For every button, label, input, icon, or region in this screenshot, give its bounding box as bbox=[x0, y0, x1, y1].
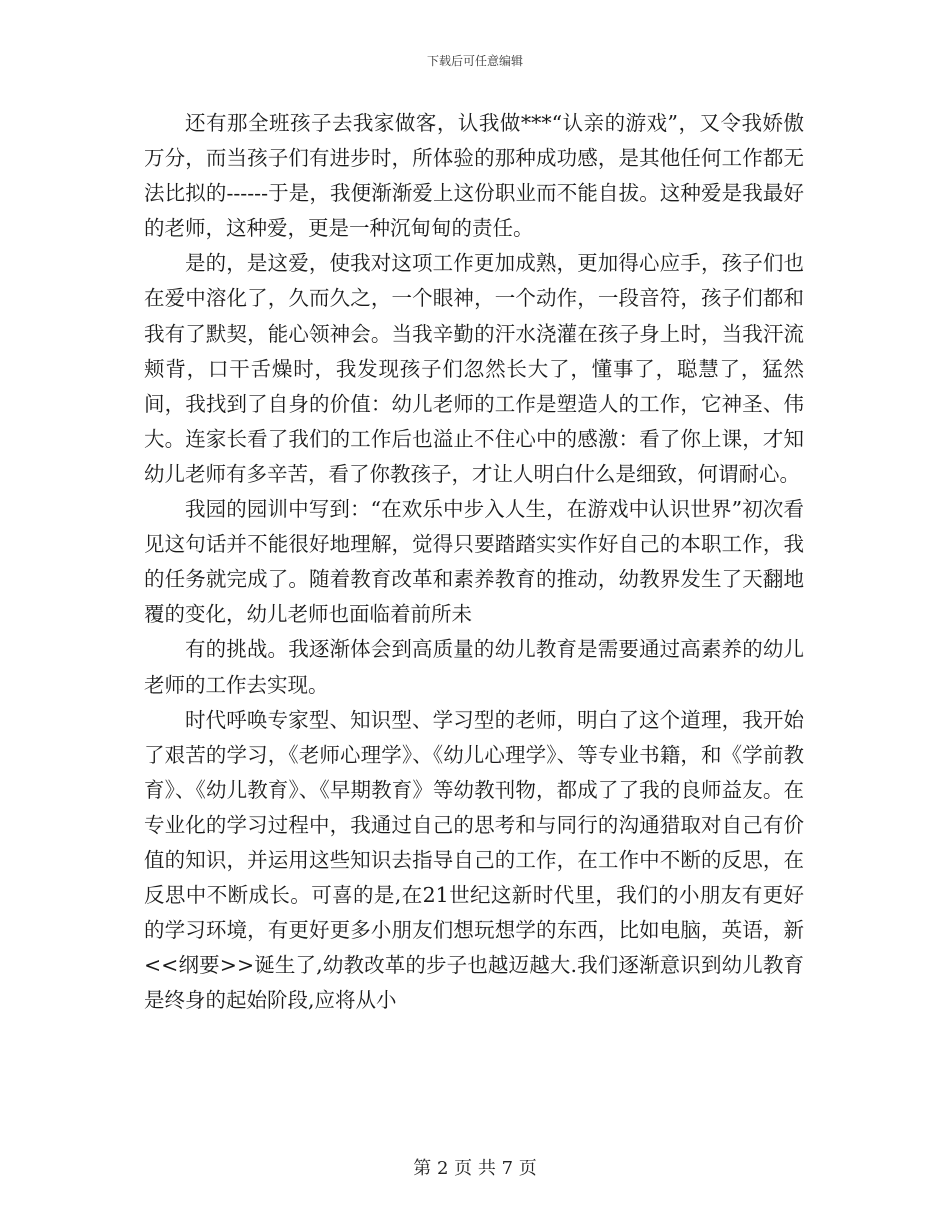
document-body bbox=[144, 106, 804, 1018]
paragraph-2: 是的，是这爱，使我对这项工作更加成熟，更加得心应手，孩子们也在爱中溶化了，久而久之，一个眼神，一个动作，一段音符，孩子们都和我有了默契，能心领神会。当我辛勤的汗水浇灌在孩子身上时，当我汗流颊背，口干舌燥时，我发现孩子们忽然长大了，懂事了，聪慧了，猛然间，我找到了自身的价值：幼儿老师的工作是塑造人的工作，它神圣、伟大。连家长看了我们的工作后也溢止不住心中的感激：看了你上课，才知幼儿老师有多辛苦，看了你教孩子，才让人明白什么是细致，何谓耐心。 bbox=[144, 251, 804, 486]
paragraph-4: 有的挑战。我逐渐体会到高质量的幼儿教育是需要通过高素养的幼儿老师的工作去实现。 bbox=[144, 637, 804, 697]
paragraph-5: 时代呼唤专家型、知识型、学习型的老师，明白了这个道理，我开始了艰苦的学习，《老师心理学》、《幼儿心理学》、等专业书籍，和《学前教育》、《幼儿教育》、《早期教育》等幼教刊物，都成了了我的良师益友。在专业化的学习过程中，我通过自己的思考和与同行的沟通猎取对自己有价值的知识，并运用这些知识去指导自己的工作，在工作中不断的反思，在反思中不断成长。可喜的是,在21世纪这新时代里，我们的小朋友有更好的学习环境，有更好更多小朋友们想玩想学的东西，比如电脑，英语，新<<纲要>>诞生了,幼教改革的步子也越迈越大.我们逐渐意识到幼儿教育是终身的起始阶段,应将从小 bbox=[144, 707, 804, 1013]
page-footer: 第 2 页 共 7 页 bbox=[413, 1158, 537, 1179]
paragraph-3: 我园的园训中写到：“在欢乐中步入人生，在游戏中认识世界”初次看见这句话并不能很好地理解，觉得只要踏踏实实作好自己的本职工作，我的任务就完成了。随着教育改革和素养教育的推动，幼教界发生了天翻地覆的变化，幼儿老师也面临着前所未 bbox=[144, 497, 804, 627]
paragraph-1: 还有那全班孩子去我家做客，认我做***“认亲的游戏”，又令我娇傲万分，而当孩子们有进步时，所体验的那种成功感，是其他任何工作都无法比拟的------于是，我便渐渐爱上这份职业而不能自拔。这种爱是我最好的老师，这种爱，更是一种沉甸甸的责任。 bbox=[144, 111, 804, 241]
page-header: 下载后可任意编辑 bbox=[426, 54, 523, 68]
